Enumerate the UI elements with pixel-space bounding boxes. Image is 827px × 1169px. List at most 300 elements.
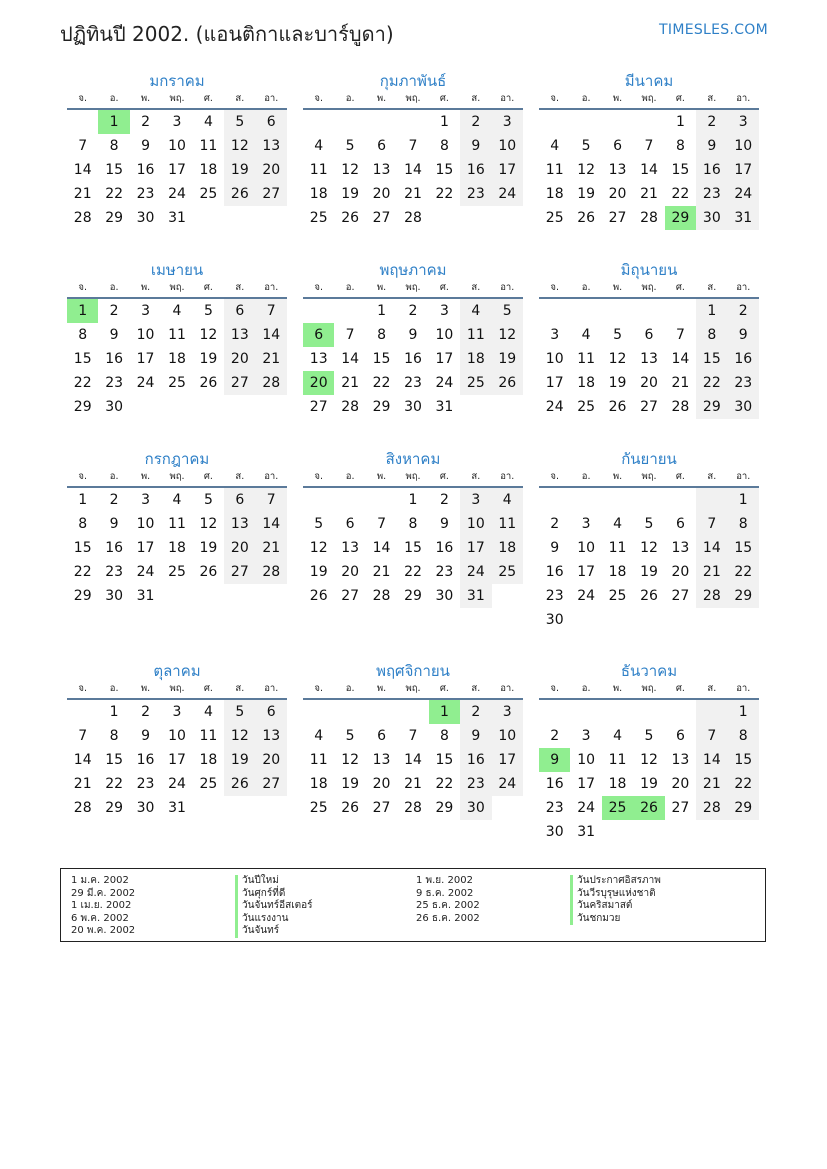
empty-cell — [303, 299, 334, 323]
holiday-date: 1 พ.ย. 2002 — [416, 875, 473, 886]
day-cell: 25 — [608, 588, 627, 604]
weekday-label: พฤ. — [169, 93, 185, 104]
empty-cell — [570, 608, 601, 632]
holiday-date: 9 ธ.ค. 2002 — [416, 887, 474, 899]
weekday-label: ศ. — [203, 471, 213, 482]
day-cell: 30 — [105, 588, 124, 604]
day-cell: 3 — [581, 516, 591, 532]
day-cell: 29 — [665, 206, 696, 230]
holiday-date: 6 พ.ค. 2002 — [71, 912, 129, 924]
day-cell: 18 — [545, 186, 564, 202]
day-cell: 18 — [309, 776, 328, 792]
weekday-label: พ. — [376, 282, 387, 293]
day-cell: 28 — [671, 399, 690, 415]
day-grid — [303, 299, 523, 419]
weekday-label: อา. — [736, 683, 751, 694]
day-cell: 24 — [460, 560, 491, 584]
weekday-header — [539, 281, 759, 299]
day-cell: 30 — [545, 612, 564, 628]
weekday-label: จ. — [550, 93, 559, 104]
empty-cell — [161, 584, 192, 608]
day-cell: 18 — [309, 186, 328, 202]
day-cell: 7 — [408, 728, 418, 744]
day-cell: 31 — [460, 584, 491, 608]
day-cell: 11 — [309, 162, 328, 178]
empty-cell — [397, 110, 428, 134]
day-cell: 26 — [341, 210, 360, 226]
weekday-label: ส. — [471, 683, 481, 694]
empty-cell — [256, 206, 287, 230]
day-cell: 5 — [203, 303, 213, 319]
day-cell: 7 — [78, 728, 88, 744]
holiday-date: 29 มี.ค. 2002 — [71, 887, 136, 899]
weekday-label: ส. — [471, 471, 481, 482]
day-cell: 7 — [696, 724, 727, 748]
empty-cell — [633, 299, 664, 323]
page-title: ปฏิทินปี 2002. (แอนติกาและบาร์บูดา) — [60, 22, 394, 46]
day-cell: 1 — [78, 492, 88, 508]
day-cell: 17 — [168, 752, 186, 768]
day-cell: 17 — [136, 351, 155, 367]
day-cell: 9 — [141, 138, 151, 154]
day-cell: 13 — [224, 512, 255, 536]
day-cell: 26 — [199, 375, 218, 391]
day-cell: 2 — [460, 110, 491, 134]
day-cell: 17 — [460, 536, 491, 560]
day-cell: 19 — [577, 186, 596, 202]
day-cell: 19 — [224, 158, 255, 182]
day-cell: 7 — [256, 488, 287, 512]
day-cell: 1 — [109, 704, 119, 720]
holiday-date: 1 ม.ค. 2002 — [71, 875, 129, 886]
holiday-legend — [60, 868, 766, 942]
weekday-label: อ. — [581, 683, 591, 694]
day-cell: 20 — [640, 375, 658, 391]
day-cell: 18 — [199, 162, 218, 178]
day-cell: 29 — [696, 395, 727, 419]
weekday-label: จ. — [314, 93, 323, 104]
holiday-name: วันประกาศอิสรภาพ — [570, 875, 661, 888]
day-cell: 30 — [545, 824, 564, 840]
day-cell: 19 — [492, 347, 523, 371]
day-grid — [303, 110, 523, 230]
weekday-label: อ. — [345, 93, 355, 104]
day-grid — [67, 700, 287, 820]
day-cell: 11 — [545, 162, 564, 178]
day-cell: 18 — [608, 776, 627, 792]
day-cell: 29 — [73, 399, 92, 415]
empty-cell — [539, 488, 570, 512]
day-cell: 13 — [608, 162, 627, 178]
day-cell: 1 — [728, 488, 759, 512]
day-cell: 28 — [256, 560, 287, 584]
weekday-label: ส. — [707, 683, 717, 694]
day-cell: 21 — [372, 564, 391, 580]
weekday-header — [67, 92, 287, 110]
day-cell: 30 — [435, 588, 454, 604]
day-cell: 13 — [372, 162, 391, 178]
day-cell: 2 — [109, 303, 119, 319]
empty-cell — [193, 395, 224, 419]
day-cell: 28 — [73, 800, 92, 816]
empty-cell — [633, 608, 664, 632]
day-cell: 15 — [73, 351, 92, 367]
day-cell: 10 — [545, 351, 564, 367]
day-cell: 26 — [608, 399, 627, 415]
day-grid — [539, 110, 759, 230]
day-cell: 14 — [696, 748, 727, 772]
month-calendar — [303, 660, 523, 820]
weekday-label: จ. — [314, 282, 323, 293]
empty-cell — [224, 206, 255, 230]
day-cell: 3 — [550, 327, 560, 343]
site-link[interactable]: TIMESLES.COM — [659, 22, 768, 38]
month-name: กรกฎาคม — [144, 450, 210, 468]
day-cell: 28 — [696, 796, 727, 820]
weekday-label: ส. — [471, 93, 481, 104]
weekday-label: พฤ. — [405, 683, 421, 694]
day-cell: 3 — [581, 728, 591, 744]
day-cell: 10 — [492, 724, 523, 748]
day-cell: 16 — [105, 540, 124, 556]
day-cell: 5 — [203, 492, 213, 508]
day-cell: 20 — [256, 748, 287, 772]
day-cell: 22 — [435, 776, 454, 792]
day-cell: 16 — [545, 776, 564, 792]
day-cell: 5 — [345, 728, 355, 744]
day-cell: 3 — [439, 303, 449, 319]
day-cell: 8 — [109, 138, 119, 154]
day-cell: 11 — [608, 752, 627, 768]
day-cell: 22 — [728, 560, 759, 584]
day-cell: 15 — [404, 540, 422, 556]
day-cell: 12 — [199, 327, 218, 343]
month-name: ธันวาคม — [620, 662, 678, 680]
month-calendar — [539, 259, 759, 419]
holiday-name: วันจันทร์ — [235, 925, 313, 938]
day-cell: 11 — [309, 752, 328, 768]
weekday-label: ส. — [707, 282, 717, 293]
day-cell: 21 — [73, 776, 92, 792]
holiday-name: วันศุกร์ที่ดี — [235, 888, 313, 901]
weekday-label: ส. — [235, 471, 245, 482]
day-cell: 17 — [492, 748, 523, 772]
day-cell: 25 — [309, 210, 328, 226]
empty-cell — [366, 488, 397, 512]
day-cell: 31 — [577, 824, 596, 840]
empty-cell — [539, 110, 570, 134]
day-cell: 13 — [256, 724, 287, 748]
day-cell: 15 — [73, 540, 92, 556]
empty-cell — [366, 700, 397, 724]
day-cell: 6 — [345, 516, 355, 532]
month-name: กันยายน — [621, 450, 677, 468]
weekday-label: พฤ. — [641, 683, 657, 694]
legend-dates-left — [71, 875, 135, 938]
day-cell: 10 — [435, 327, 454, 343]
weekday-label: อ. — [581, 282, 591, 293]
month-calendar — [67, 259, 287, 419]
day-cell: 8 — [675, 138, 685, 154]
weekday-label: พ. — [140, 93, 151, 104]
day-cell: 13 — [671, 752, 690, 768]
day-cell: 4 — [581, 327, 591, 343]
day-cell: 23 — [404, 375, 422, 391]
day-cell: 30 — [460, 796, 491, 820]
day-cell: 15 — [105, 752, 124, 768]
empty-cell — [696, 608, 727, 632]
day-cell: 6 — [377, 138, 387, 154]
month-calendar — [539, 70, 759, 230]
day-cell: 24 — [728, 182, 759, 206]
weekday-label: จ. — [550, 282, 559, 293]
month-name: พฤศจิกายน — [376, 662, 450, 680]
day-cell: 13 — [256, 134, 287, 158]
day-cell: 24 — [136, 564, 155, 580]
day-cell: 2 — [550, 516, 560, 532]
legend-names-left — [235, 875, 313, 938]
empty-cell — [161, 395, 192, 419]
day-cell: 11 — [460, 323, 491, 347]
day-cell: 11 — [492, 512, 523, 536]
day-grid — [67, 488, 287, 608]
weekday-header — [303, 92, 523, 110]
weekday-label: อา. — [736, 282, 751, 293]
empty-cell — [665, 608, 696, 632]
day-cell: 14 — [404, 752, 422, 768]
day-cell: 27 — [341, 588, 360, 604]
empty-cell — [303, 700, 334, 724]
day-cell: 24 — [435, 375, 454, 391]
month-name: สิงหาคม — [385, 450, 441, 468]
day-cell: 31 — [728, 206, 759, 230]
day-cell: 22 — [105, 776, 124, 792]
day-cell: 22 — [105, 186, 124, 202]
day-cell: 8 — [728, 724, 759, 748]
empty-cell — [665, 488, 696, 512]
weekday-label: ศ. — [439, 471, 449, 482]
day-cell: 16 — [136, 162, 155, 178]
day-cell: 12 — [608, 351, 627, 367]
empty-cell — [696, 820, 727, 844]
empty-cell — [224, 796, 255, 820]
day-cell: 18 — [608, 564, 627, 580]
day-cell: 27 — [372, 210, 391, 226]
day-cell: 23 — [545, 800, 564, 816]
day-cell: 3 — [172, 114, 182, 130]
day-cell: 13 — [224, 323, 255, 347]
day-cell: 17 — [168, 162, 186, 178]
month-calendar — [67, 70, 287, 230]
day-cell: 6 — [675, 728, 685, 744]
weekday-label: อา. — [264, 93, 279, 104]
day-cell: 24 — [577, 800, 596, 816]
day-cell: 20 — [372, 776, 391, 792]
day-cell: 25 — [545, 210, 564, 226]
day-cell: 22 — [671, 186, 690, 202]
day-cell: 8 — [439, 728, 449, 744]
day-cell: 25 — [168, 564, 186, 580]
weekday-label: อา. — [736, 93, 751, 104]
day-cell: 25 — [577, 399, 596, 415]
day-cell: 17 — [577, 564, 596, 580]
day-cell: 7 — [377, 516, 387, 532]
day-cell: 9 — [539, 748, 570, 772]
day-cell: 18 — [577, 375, 596, 391]
day-cell: 14 — [73, 162, 92, 178]
weekday-header — [303, 281, 523, 299]
day-cell: 2 — [109, 492, 119, 508]
day-cell: 19 — [309, 564, 328, 580]
day-cell: 5 — [581, 138, 591, 154]
empty-cell — [633, 488, 664, 512]
day-cell: 29 — [728, 796, 759, 820]
day-cell: 3 — [728, 110, 759, 134]
day-cell: 8 — [78, 516, 88, 532]
weekday-label: พ. — [376, 683, 387, 694]
weekday-label: ศ. — [203, 683, 213, 694]
day-cell: 14 — [256, 512, 287, 536]
weekday-header — [67, 470, 287, 488]
day-cell: 26 — [492, 371, 523, 395]
day-cell: 1 — [696, 299, 727, 323]
day-cell: 23 — [460, 182, 491, 206]
day-cell: 5 — [345, 138, 355, 154]
day-cell: 26 — [224, 772, 255, 796]
day-cell: 27 — [671, 800, 690, 816]
day-cell: 24 — [136, 375, 155, 391]
weekday-label: จ. — [314, 683, 323, 694]
day-cell: 26 — [341, 800, 360, 816]
day-cell: 16 — [728, 347, 759, 371]
day-cell: 19 — [640, 776, 658, 792]
weekday-label: ศ. — [203, 282, 213, 293]
month-name: พฤษภาคม — [379, 261, 447, 279]
day-cell: 20 — [671, 564, 690, 580]
day-cell: 15 — [435, 752, 454, 768]
day-cell: 16 — [460, 748, 491, 772]
month-calendar — [303, 259, 523, 419]
weekday-label: ศ. — [439, 93, 449, 104]
day-cell: 8 — [78, 327, 88, 343]
day-cell: 26 — [640, 588, 658, 604]
day-cell: 15 — [696, 347, 727, 371]
weekday-label: ศ. — [439, 282, 449, 293]
day-cell: 19 — [341, 776, 360, 792]
day-cell: 15 — [105, 162, 124, 178]
day-cell: 7 — [696, 512, 727, 536]
day-cell: 11 — [168, 327, 186, 343]
empty-cell — [728, 608, 759, 632]
day-cell: 22 — [728, 772, 759, 796]
day-cell: 20 — [372, 186, 391, 202]
empty-cell — [633, 700, 664, 724]
day-cell: 8 — [439, 138, 449, 154]
day-cell: 8 — [696, 323, 727, 347]
day-cell: 6 — [224, 488, 255, 512]
empty-cell — [665, 700, 696, 724]
day-cell: 12 — [224, 724, 255, 748]
day-cell: 30 — [136, 210, 155, 226]
empty-cell — [633, 110, 664, 134]
weekday-label: จ. — [550, 471, 559, 482]
month-name: มกราคม — [149, 72, 205, 90]
day-cell: 5 — [613, 327, 623, 343]
empty-cell — [696, 488, 727, 512]
holiday-name: วันวีรบุรุษแห่งชาติ — [570, 888, 661, 901]
day-cell: 14 — [372, 540, 391, 556]
day-cell: 15 — [435, 162, 454, 178]
day-cell: 6 — [613, 138, 623, 154]
day-cell: 12 — [199, 516, 218, 532]
empty-cell — [460, 206, 491, 230]
day-cell: 24 — [168, 776, 186, 792]
empty-cell — [460, 395, 491, 419]
empty-cell — [334, 299, 365, 323]
month-calendar — [303, 448, 523, 608]
weekday-label: อา. — [500, 683, 515, 694]
day-cell: 19 — [224, 748, 255, 772]
day-cell: 7 — [644, 138, 654, 154]
day-cell: 17 — [728, 158, 759, 182]
day-cell: 7 — [675, 327, 685, 343]
day-cell: 4 — [203, 114, 213, 130]
day-cell: 4 — [172, 303, 182, 319]
empty-cell — [492, 796, 523, 820]
weekday-label: พฤ. — [405, 93, 421, 104]
day-cell: 9 — [141, 728, 151, 744]
empty-cell — [570, 299, 601, 323]
empty-cell — [602, 608, 633, 632]
weekday-label: อา. — [500, 471, 515, 482]
day-cell: 19 — [199, 540, 218, 556]
day-cell: 28 — [341, 399, 360, 415]
day-cell: 28 — [73, 210, 92, 226]
day-cell: 29 — [728, 584, 759, 608]
day-cell: 16 — [435, 540, 454, 556]
day-cell: 9 — [460, 134, 491, 158]
day-cell: 9 — [550, 540, 560, 556]
month-name: ตุลาคม — [153, 662, 201, 680]
weekday-label: พฤ. — [641, 471, 657, 482]
holiday-name: วันชกมวย — [570, 913, 661, 926]
weekday-label: ส. — [471, 282, 481, 293]
day-cell: 25 — [492, 560, 523, 584]
empty-cell — [665, 820, 696, 844]
day-cell: 22 — [73, 564, 92, 580]
day-cell: 24 — [168, 186, 186, 202]
weekday-label: ศ. — [675, 93, 685, 104]
month-calendar — [303, 70, 523, 230]
day-cell: 3 — [141, 492, 151, 508]
day-cell: 14 — [404, 162, 422, 178]
holiday-date: 1 เม.ย. 2002 — [71, 900, 132, 911]
day-cell: 29 — [73, 588, 92, 604]
weekday-label: พฤ. — [405, 471, 421, 482]
day-cell: 12 — [309, 540, 328, 556]
empty-cell — [539, 700, 570, 724]
day-cell: 5 — [224, 700, 255, 724]
weekday-label: อ. — [345, 282, 355, 293]
weekday-label: อ. — [345, 471, 355, 482]
day-cell: 27 — [224, 560, 255, 584]
weekday-label: พ. — [376, 471, 387, 482]
weekday-label: อ. — [581, 93, 591, 104]
day-cell: 12 — [640, 752, 658, 768]
day-cell: 28 — [256, 371, 287, 395]
empty-cell — [256, 796, 287, 820]
day-cell: 7 — [408, 138, 418, 154]
